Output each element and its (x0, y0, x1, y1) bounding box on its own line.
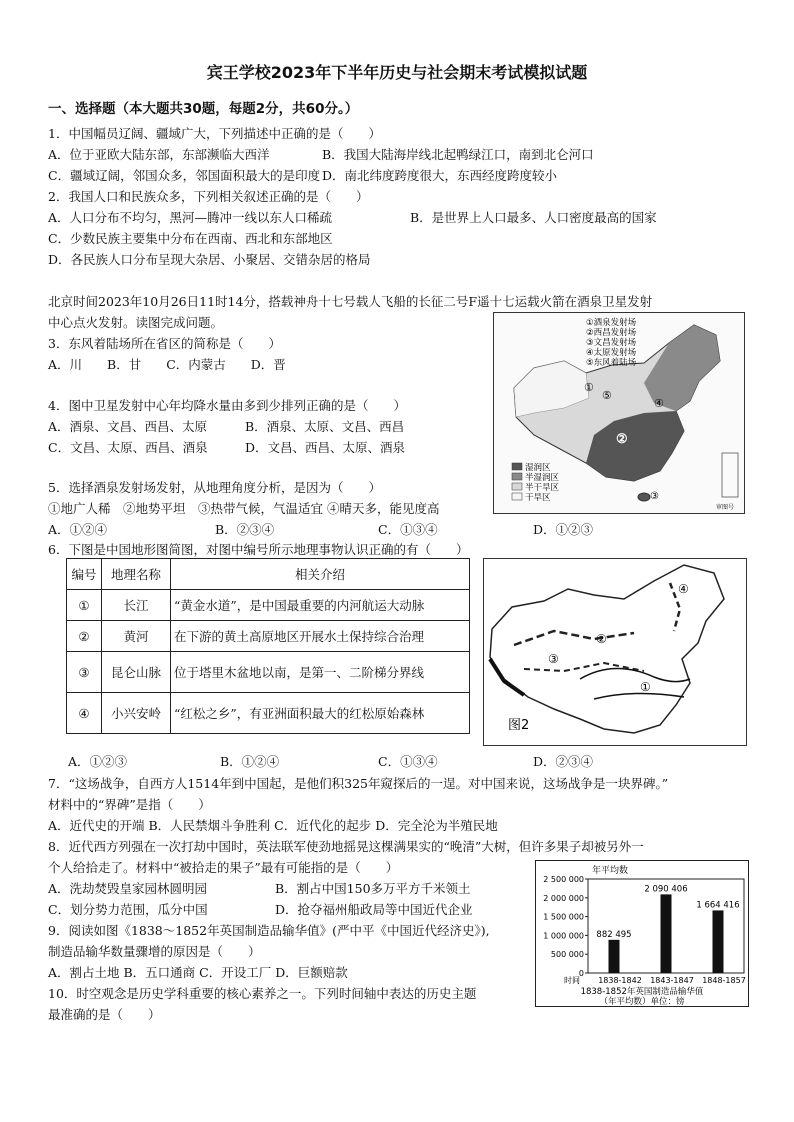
q8-option-b: B．割占中国150多万平方千米领土 (275, 881, 471, 896)
page-title: 宾王学校2023年下半年历史与社会期末考试模拟试题 (206, 63, 588, 82)
china-map-image (494, 313, 744, 513)
y-tick-label: 0 (578, 969, 584, 978)
legend-zone-3: 半干旱区 (525, 483, 560, 493)
map1-marker-3: ③ (650, 491, 659, 502)
map1-marker-5: ⑤ (602, 389, 612, 402)
q9-line-2: 制造品输华数量骤增的原因是（ ） (48, 944, 261, 959)
bar (713, 910, 724, 973)
q4-option-d: D．文昌、西昌、太原、酒泉 (245, 440, 406, 455)
q5-option-d: D．①②③ (533, 522, 594, 537)
chart-xlabel: 时间 (564, 976, 580, 985)
q8-line-2: 个人给拾走了。材料中“被拾走的果子”最有可能指的是（ ） (48, 860, 399, 875)
header-name: 地理名称 (102, 559, 171, 590)
terrain-map (483, 558, 747, 746)
q6-stem: 6．下图是中国地形图简图，对图中编号所示地理事物认识正确的有（ ） (48, 542, 469, 557)
map1-credit: 审图号 (716, 504, 735, 511)
row-description: 在下游的黄土高原地区开展水土保持综合治理 (171, 621, 470, 652)
section-heading: 一、选择题（本大题共30题，每题2分，共60分。） (48, 101, 359, 117)
q4-option-c: C．文昌、太原、西昌、酒泉 (48, 440, 208, 455)
row-description: 位于塔里木盆地以南，是第一、二阶梯分界线 (171, 652, 470, 693)
q4-option-a: A．酒泉、文昌、西昌、太原 (48, 419, 208, 434)
q5-stem: 5．选择酒泉发射场发射，从地理角度分析，是因为（ ） (48, 480, 381, 495)
map2-marker-3: ③ (548, 652, 559, 666)
legend-site-1: ①酒泉发射场 (586, 318, 637, 328)
map2-marker-4: ④ (678, 582, 689, 596)
bar-value-label: 1 664 416 (696, 900, 740, 911)
q2-option-a: A．人口分布不均匀，黑河—腾冲一线以东人口稀疏 (48, 210, 333, 225)
x-tick-label: 1843-1847 (650, 976, 694, 985)
q9-options: A．割占土地 B．五口通商 C．开设工厂 D．巨额赔款 (48, 965, 348, 980)
export-value-chart (535, 860, 749, 1007)
q3-stem: 3．东风着陆场所在省区的简称是（ ） (48, 336, 281, 351)
q6-option-d: D．②③④ (533, 754, 594, 769)
q7-line-2: 材料中的“界碑”是指（ ） (48, 797, 211, 812)
q5-option-b: B．②③④ (215, 522, 275, 537)
passage-line-1: 北京时间2023年10月26日11时14分，搭载神舟十七号载人飞船的长征二号F遥十七运载火箭在酒泉卫星发射 (48, 294, 653, 309)
legend-site-5: ⑤东风着陆场 (586, 358, 637, 368)
table-row (67, 652, 470, 693)
q8-option-d: D．抢夺福州船政局等中国近代企业 (275, 902, 473, 917)
map2-marker-2: ② (596, 632, 607, 646)
q4-stem: 4．图中卫星发射中心年均降水量由多到少排列正确的是（ ） (48, 398, 406, 413)
table-row (67, 621, 470, 652)
bar-chart (536, 861, 748, 1006)
q6-option-a: A．①②③ (68, 754, 128, 769)
map1-marker-4: ④ (654, 397, 664, 410)
legend-zone-2: 半湿润区 (525, 473, 560, 483)
legend-site-4: ④太原发射场 (586, 348, 637, 358)
legend-site-2: ②西昌发射场 (586, 328, 637, 338)
row-number: ② (67, 621, 102, 652)
q2-option-b: B．是世界上人口最多、人口密度最高的国家 (410, 210, 657, 225)
bar (609, 940, 620, 973)
bar-value-label: 882 495 (596, 929, 632, 940)
table-row (67, 693, 470, 734)
q1-option-b: B．我国大陆海岸线北起鸭绿江口，南到北仑河口 (322, 147, 594, 162)
legend-zone-4: 干旱区 (525, 493, 551, 503)
q9-line-1: 9．阅读如图《1838～1852年英国制造品输华值》(严中平《中国近代经济史》), (48, 923, 490, 938)
y-tick-label: 2 000 000 (543, 893, 584, 903)
table-header-row (67, 559, 470, 590)
q10-line-1: 10．时空观念是历史学科重要的核心素养之一。下列时间轴中表达的历史主题 (48, 986, 477, 1001)
q2-stem: 2．我国人口和民族众多，下列相关叙述正确的是（ ） (48, 189, 369, 204)
bar (661, 894, 672, 973)
q6-option-c: C．①③④ (378, 754, 438, 769)
q1-stem: 1．中国幅员辽阔、疆域广大，下列描述中正确的是（ ） (48, 126, 381, 141)
q5-option-c: C．①③④ (378, 522, 438, 537)
map1-marker-1: ① (584, 381, 594, 394)
row-description: “黄金水道”，是中国最重要的内河航运大动脉 (171, 590, 470, 621)
y-tick-label: 500 000 (550, 950, 584, 960)
q4-option-b: B．酒泉、太原、文昌、西昌 (245, 419, 405, 434)
q8-option-c: C．划分势力范围，瓜分中国 (48, 902, 208, 917)
launch-site-climate-map (493, 312, 745, 514)
chart-title: 1838-1852年英国制造品输华值 (580, 987, 704, 997)
q1-option-d: D．南北纬度跨度很大，东西经度跨度较小 (322, 168, 558, 183)
row-number: ④ (67, 693, 102, 734)
row-number: ③ (67, 652, 102, 693)
y-tick-label: 1 000 000 (543, 931, 584, 941)
row-description: “红松之乡”，有亚洲面积最大的红松原始森林 (171, 693, 470, 734)
row-name: 昆仑山脉 (102, 652, 171, 693)
q7-line-1: 7．“这场战争，自西方人1514年到中国起，是他们积325年窥探后的一逞。对中国来说，这场战争是一块界碑。” (48, 776, 669, 791)
q5-items: ①地广人稀 ②地势平坦 ③热带气候，气温适宜 ④晴天多，能见度高 (48, 501, 440, 516)
q6-option-b: B．①②④ (220, 754, 280, 769)
bar-value-label: 2 090 406 (644, 884, 688, 895)
row-name: 小兴安岭 (102, 693, 171, 734)
q2-option-d: D．各民族人口分布呈现大杂居、小聚居、交错杂居的格局 (48, 252, 371, 267)
row-name: 黄河 (102, 621, 171, 652)
q8-line-1: 8．近代西方列强在一次打劫中国时，英法联军使劲地摇晃这棵满果实的“晚清”大树，但许多果子却被另外一 (48, 839, 644, 854)
q2-option-c: C．少数民族主要集中分布在西南、西北和东部地区 (48, 231, 333, 246)
q10-line-2: 最准确的是（ ） (48, 1007, 161, 1022)
legend-zone-1: 湿润区 (525, 463, 551, 473)
q7-options: A．近代史的开端 B．人民禁烟斗争胜利 C．近代化的起步 D．完全沦为半殖民地 (48, 818, 498, 833)
q5-option-a: A．①②④ (48, 522, 108, 537)
q8-option-a: A．洗劫焚毁皇家园林圆明园 (48, 881, 208, 896)
header-number: 编号 (67, 559, 102, 590)
y-tick-label: 1 500 000 (543, 912, 584, 922)
map2-marker-1: ① (640, 680, 651, 694)
chart-ylabel: 年平均数 (592, 866, 629, 876)
row-number: ① (67, 590, 102, 621)
map1-marker-2: ② (616, 432, 628, 447)
passage-line-2: 中心点火发射。读图完成问题。 (48, 315, 224, 330)
table-row (67, 590, 470, 621)
y-tick-label: 2 500 000 (543, 875, 584, 884)
row-name: 长江 (102, 590, 171, 621)
china-terrain-map-image (484, 559, 746, 745)
legend-site-3: ③文昌发射场 (586, 338, 637, 348)
map2-label: 图2 (508, 718, 530, 733)
q3-options: A．川 B．甘 C．内蒙古 D．晋 (48, 357, 286, 372)
q6-table (66, 558, 470, 734)
q1-option-a: A．位于亚欧大陆东部，东部濒临大西洋 (48, 147, 270, 162)
q1-option-c: C．疆域辽阔，邻国众多，邻国面积最大的是印度 (48, 168, 321, 183)
x-tick-label: 1838-1842 (598, 976, 642, 985)
chart-subtitle: （年平均数）单位：镑 (599, 997, 685, 1006)
x-tick-label: 1848-1857 (702, 976, 746, 985)
header-description: 相关介绍 (171, 559, 470, 590)
